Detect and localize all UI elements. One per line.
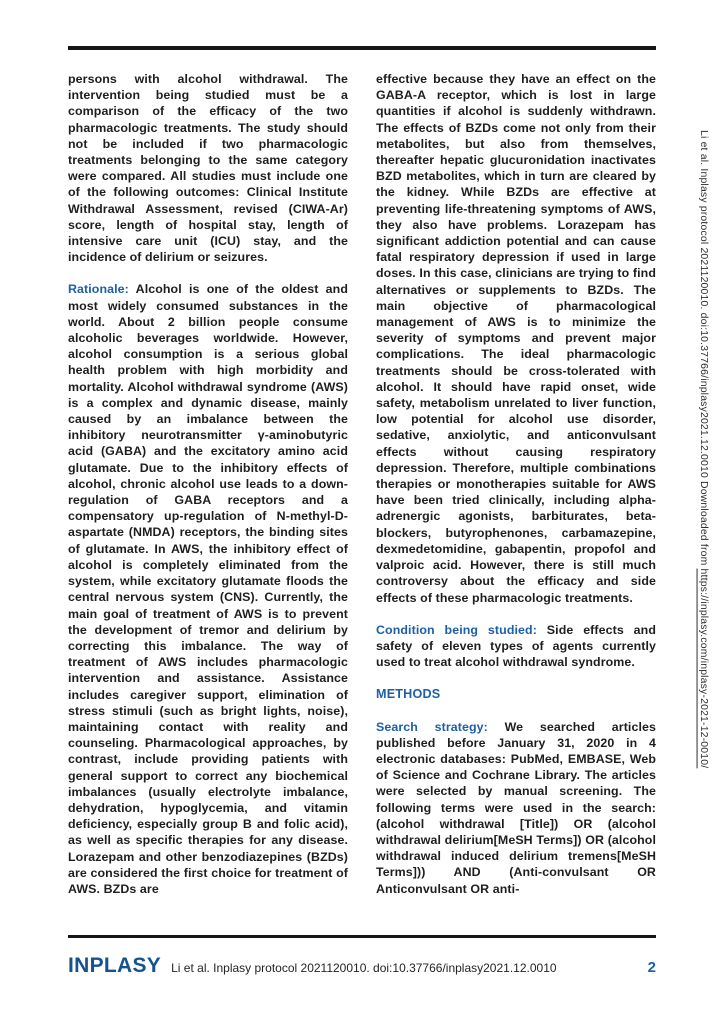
- right-column: [376, 71, 656, 935]
- search-strategy-label: Search strategy:: [376, 719, 488, 734]
- paragraph-condition-being-studied: [376, 622, 656, 671]
- page-content: [68, 46, 656, 978]
- paragraph-text: Alcohol is one of the oldest and most widely consumed substances in the world. About 2 billion people consume alcoholic beverages worldwide. However, alcohol consumption is a serious global health problem with high morbidity and mortality. Alcohol withdrawal syndrome (AWS) is a complex and dynamic disease, mainly caused by an imbalance between the inhibitory neurotransmitter γ-aminobutyric acid (GABA) and the excitatory amino acid glutamate. Due to the inhibitory effects of alcohol, chronic alcohol use leads to a down-regulation of GABA receptors and a compensatory up-regulation of N-methyl-D-aspartate (NMDA) receptors, the binding sites of glutamate. In AWS, the inhibitory effect of alcohol is completely eliminated from the system, while excitatory glutamate floods the central nervous system (CNS). Currently, the main goal of treatment of AWS is to prevent the development of tremor and delirium by correcting this imbalance. The way of treatment of AWS includes pharmacologic intervention and assistance. Assistance includes caregiver support, elimination of stress stimuli (such as bright lights, noise), maintaining contact with reality and counseling. Pharmacological approaches, by contrast, include providing patients with general support to correct any biochemical imbalances (usually electrolyte imbalance, dehydration, hypoglycemia, and vitamin deficiency, especially group B and folic acid), as well as specific therapies for any disease. Lorazepam and other benzodiazepines (BZDs) are considered the first choice for treatment of AWS. BZDs are: [68, 282, 348, 896]
- page-footer: [68, 954, 656, 978]
- paragraph-text: persons with alcohol withdrawal. The intervention being studied must be a comparison of the efficacy of the two pharmacologic treatments. The study should not be included if two pharmacologic treatments belonging to the same category were compared. All studies must include one of the following outcomes: Clinical Institute Withdrawal Assessment, revised (CIWA-Ar) score, length of hospital stay, length of intensive care unit (ICU) stay, and the incidence of delirium or seizures.: [68, 72, 348, 265]
- paragraph-search-strategy: [376, 719, 656, 897]
- paragraph-text: effective because they have an effect on the GABA-A receptor, which is lost in large quantities if alcohol is suddenly withdrawn. The effects of BZDs come not only from their metabolites, but also from themselves, thereafter hepatic glucuronidation inactivates BZD metabolites, which in turn are cleared by the kidney. While BZDs are effective at preventing life-threatening symptoms of AWS, they also have problems. Lorazepam has significant addiction potential and can cause fatal respiratory depression if used in large doses. In this case, clinicians are trying to find alternatives or supplements to BZDs. The main objective of pharmacological management of AWS is to minimize the severity of symptoms and prevent major complications. The ideal pharmacologic treatments should be cross-tolerated with alcohol. It should have rapid onset, wide safety, metabolism unrelated to liver function, low potential for alcohol use disorder, sedative, anxiolytic, and anticonvulsant effects without causing respiratory depression. Therefore, multiple combinations therapies or monotherapies suitable for AWS have been tried clinically, including alpha-adrenergic agonists, barbiturates, beta-blockers, butyrophenones, carbamazepine, dexmedetomidine, gabapentin, propofol and valproic acid. However, there is still much controversy about the efficacy and side effects of these pharmacologic treatments.: [376, 72, 656, 605]
- rationale-label: Rationale:: [68, 282, 129, 297]
- paragraph-text: We searched articles published before January 31, 2020 in 4 electronic databases: PubMed, EMBASE, Web of Science and Cochrane Library. The articles were selected by manual screening. The following terms were used in the search: (alcohol withdrawal [Title]) OR (alcohol withdrawal delirium[MeSH Terms]) OR (alcohol withdrawal induced delirium tremens[MeSH Terms])) AND (Anti-convulsant OR Anticonvulsant OR anti-: [376, 719, 656, 896]
- left-column: [68, 71, 348, 935]
- page-number: 2: [647, 959, 656, 976]
- paragraph-rationale-continuation: [376, 71, 656, 606]
- paragraph-rationale: [68, 281, 348, 897]
- text-columns: [68, 71, 656, 935]
- side-citation-text: Li et al. Inplasy protocol 2021120010. doi:10.37766/inplasy2021.12.0010 Downloaded from: [698, 130, 709, 569]
- side-vertical-citation: [695, 130, 711, 920]
- bottom-rule: [68, 935, 656, 938]
- methods-section-heading: METHODS: [376, 687, 441, 702]
- paragraph-text: Side effects and safety of eleven types of agents currently used to treat alcohol withdrawal syndrome.: [376, 622, 656, 670]
- condition-label: Condition being studied:: [376, 622, 537, 637]
- inplasy-logo: INPLASY: [68, 954, 162, 977]
- side-citation-link[interactable]: https://inplasy.com/inplasy-2021-12-0010/: [698, 568, 709, 769]
- top-rule: [68, 46, 656, 50]
- paragraph-eligibility-continuation: [68, 71, 348, 265]
- footer-citation: Li et al. Inplasy protocol 2021120010. doi:10.37766/inplasy2021.12.0010: [171, 961, 557, 975]
